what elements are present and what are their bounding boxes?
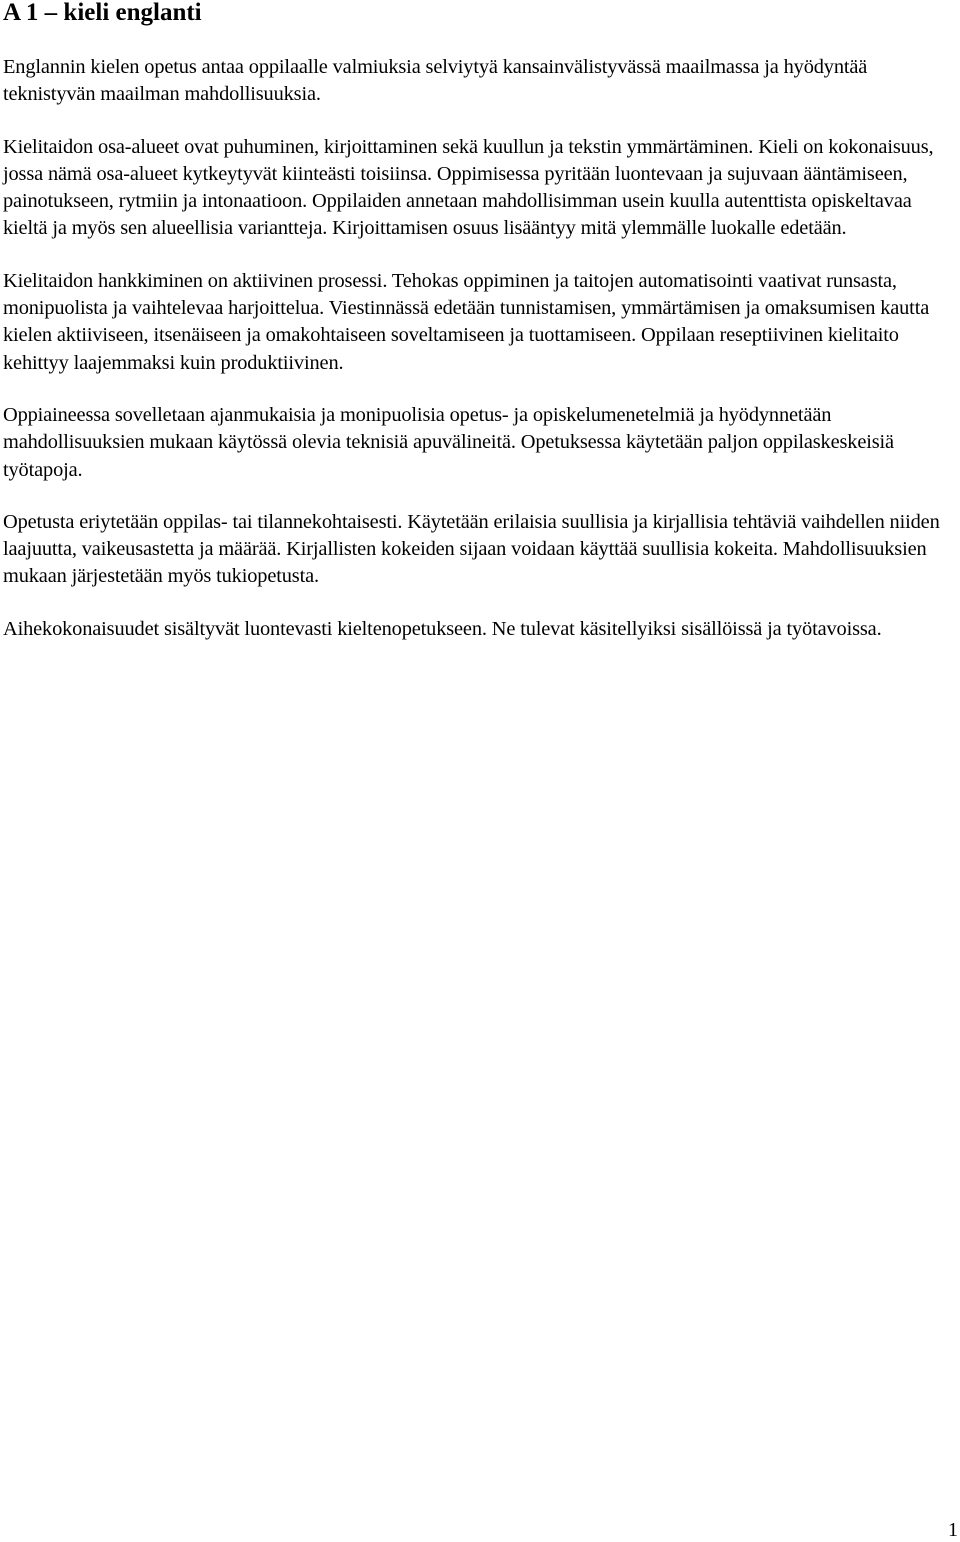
paragraph-themes: Aihekokonaisuudet sisältyvät luontevasti kieltenopetukseen. Ne tulevat käsitellyiksi sisällöissä ja työtavoissa. <box>3 617 882 640</box>
page-title: A 1 – kieli englanti <box>3 0 202 26</box>
paragraph-skill-areas: Kielitaidon osa-alueet ovat puhuminen, kirjoittaminen sekä kuullun ja tekstin ymmärtäminen. Kieli on kokonaisuus, jossa nämä osa-alueet kytkeytyvät kiinteästi toisiinsa. Oppimisessa pyritään luontevaan ja sujuvaan ääntämiseen, painotukseen, rytmiin ja intonaatioon. Oppilaiden annetaan mahdollisimman usein kuulla autenttista opiskeltavaa kieltä ja myös sen alueellisia variantteja. Kirjoittamisen osuus lisääntyy mitä ylemmälle luokalle edetään. <box>3 135 934 240</box>
paragraph-differentiation: Opetusta eriytetään oppilas- tai tilannekohtaisesti. Käytetään erilaisia suullisia ja kirjallisia tehtäviä vaihdellen niiden laajuutta, vaikeusastetta ja määrää. Kirjallisten kokeiden sijaan voidaan käyttää suullisia kokeita. Mahdollisuuksien mukaan järjestetään myös tukiopetusta. <box>3 510 940 588</box>
document-body <box>3 54 959 668</box>
page-number: 1 <box>948 1519 958 1541</box>
paragraph-intro: Englannin kielen opetus antaa oppilaalle valmiuksia selviytyä kansainvälistyvässä maailmassa ja hyödyntää teknistyvän maailman mahdollisuuksia. <box>3 56 868 106</box>
paragraph-methods: Oppiaineessa sovelletaan ajanmukaisia ja monipuolisia opetus- ja opiskelumenetelmiä ja hyödynnetään mahdollisuuksien mukaan käytössä olevia teknisiä apuvälineitä. Opetuksessa käytetään paljon oppilaskeskeisiä työtapoja. <box>3 403 894 481</box>
paragraph-acquisition: Kielitaidon hankkiminen on aktiivinen prosessi. Tehokas oppiminen ja taitojen automatisointi vaativat runsasta, monipuolista ja vaihtelevaa harjoittelua. Viestinnässä edetään tunnistamisen, ymmärtämisen ja omaksumisen kautta kielen aktiiviseen, itsenäiseen ja omakohtaiseen soveltamiseen ja tuottamiseen. Oppilaan reseptiivinen kielitaito kehittyy laajemmaksi kuin produktiivinen. <box>3 269 930 374</box>
